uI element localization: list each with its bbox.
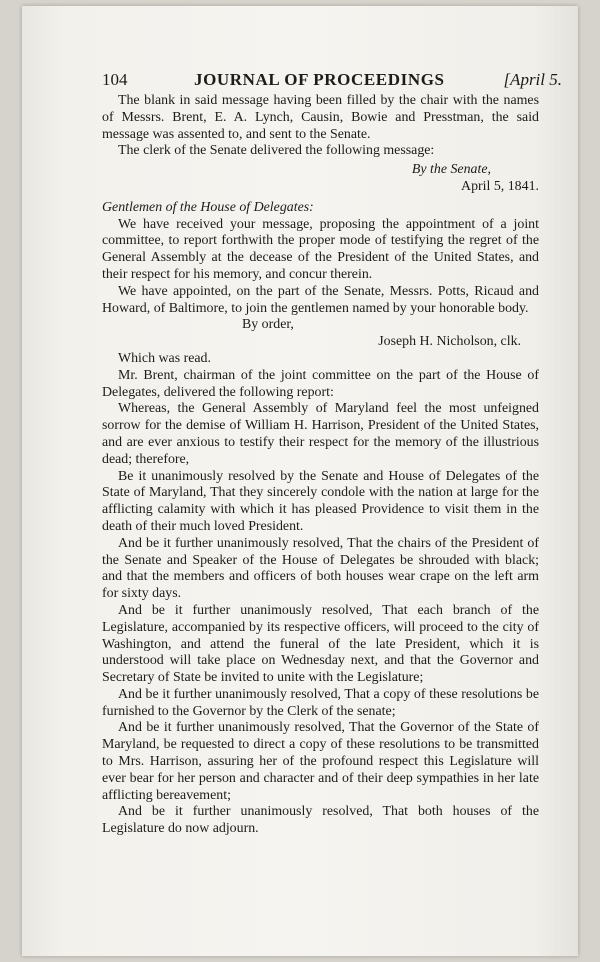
page-header — [102, 70, 562, 90]
paragraph: We have appointed, on the part of the Senate, Messrs. Potts, Ricaud and Howard, of Baltimore, to join the gentlemen named by your honorable body. — [102, 283, 539, 316]
page-body — [102, 93, 539, 838]
page-number: 104 — [102, 70, 128, 89]
paragraph: Which was read. — [118, 350, 211, 366]
paragraph: And be it further unanimously resolved, That the Governor of the State of Maryland, be requested to direct a copy of these resolutions to be transmitted to Mrs. Harrison, assuring her of the profound respect this Legislature will ever bear for her person and character and of their deep sympathies in her late afflicting bereavement; — [102, 720, 539, 803]
paragraph: We have received your message, proposing the appointment of a joint committee, to report forthwith the proper mode of testifying the regret of the General Assembly at the decease of the President of the United States, and their respect for his memory, and concur therein. — [102, 216, 539, 282]
paragraph: Mr. Brent, chairman of the joint committee on the part of the House of Delegates, delivered the following report: — [102, 367, 539, 400]
salutation: Gentlemen of the House of Delegates: — [102, 199, 314, 215]
paragraph: Be it unanimously resolved by the Senate and House of Delegates of the State of Maryland, That they sincerely condole with the nation at large for the afflicting calamity with which it has pleased Providence to visit them in the death of their much loved President. — [102, 468, 539, 534]
paragraph: And be it further unanimously resolved, That a copy of these resolutions be furnished to the Governor by the Clerk of the senate; — [102, 686, 539, 719]
paragraph: And be it further unanimously resolved, That both houses of the Legislature do now adjourn. — [102, 804, 539, 837]
message-date: April 5, 1841. — [461, 178, 539, 194]
paragraph: And be it further unanimously resolved, That the chairs of the President of the Senate and Speaker of the House of Delegates be shrouded with black; and that the members and officers of both houses wear crape on the left arm for sixty days. — [102, 535, 539, 602]
by-order: By order, — [242, 317, 294, 333]
paragraph: The blank in said message having been filled by the chair with the names of Messrs. Brent, E. A. Lynch, Causin, Bowie and Presstman, the said message was assented to, and sent to the Senate. — [102, 93, 539, 142]
running-title: JOURNAL OF PROCEEDINGS — [194, 70, 445, 89]
paragraph: The clerk of the Senate delivered the following message: — [118, 143, 435, 159]
header-date: [April 5. — [503, 70, 562, 89]
signature: Joseph H. Nicholson, clk. — [378, 334, 521, 350]
message-sender: By the Senate, — [411, 162, 491, 178]
paragraph: And be it further unanimously resolved, That each branch of the Legislature, accompanied by its respective officers, will proceed to the city of Washington, and attend the funeral of the late President, which it is understood will take place on Wednesday next, and that the Governor and Secretary of State be invited to unite with the Legislature; — [102, 602, 539, 686]
paragraph: Whereas, the General Assembly of Maryland feel the most unfeigned sorrow for the demise of William H. Harrison, President of the United States, and are ever anxious to testify their respect for the memory of the illustrious dead; therefore, — [102, 401, 539, 467]
